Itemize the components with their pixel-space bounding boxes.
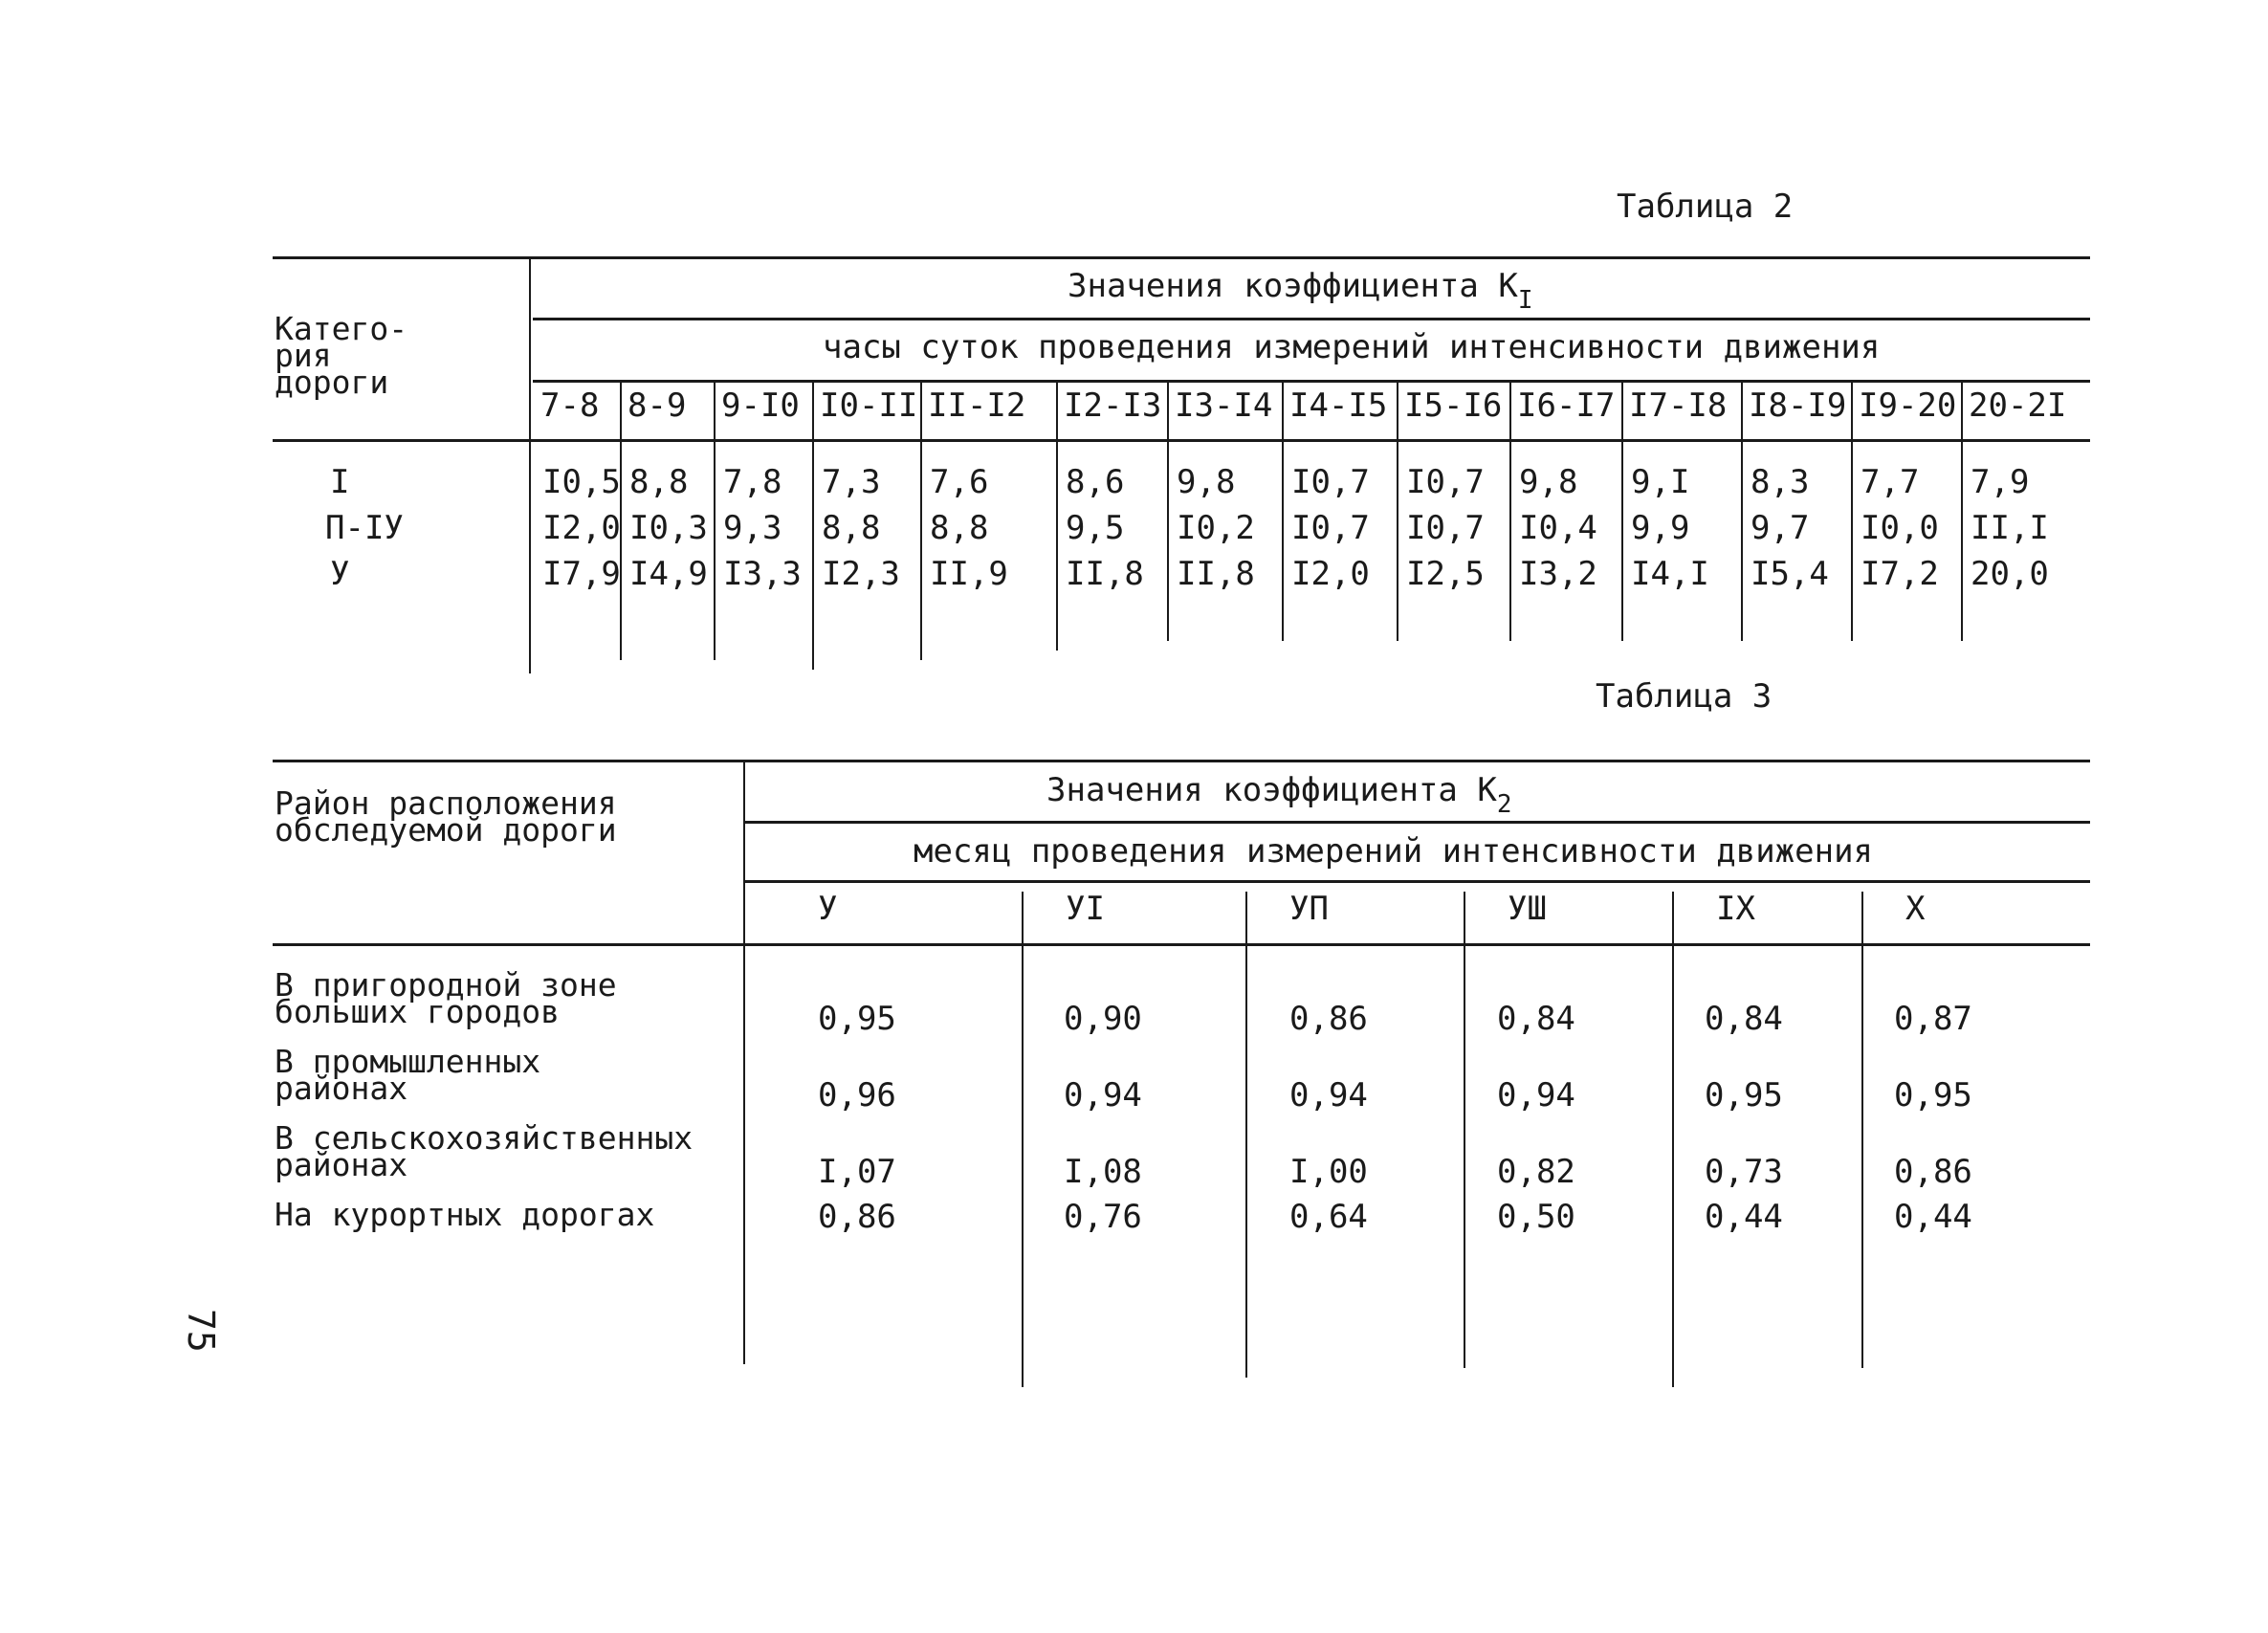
table2-cell: I3,3 xyxy=(723,555,802,593)
table2-cell: I2,5 xyxy=(1406,555,1485,593)
table2-cell: 8,8 xyxy=(822,509,881,547)
table3-cell: 0,86 xyxy=(818,1198,896,1236)
table2-cell: I0,7 xyxy=(1291,509,1370,547)
table2-cell: 7,7 xyxy=(1861,463,1920,501)
table2-header-category: Катего- рия дороги xyxy=(275,310,408,401)
table2-column-divider xyxy=(1397,383,1398,641)
table2-column-divider xyxy=(1056,383,1058,651)
table2-column-divider xyxy=(1621,383,1623,641)
table2-cell: I0,2 xyxy=(1177,509,1255,547)
table3-column-header: УШ xyxy=(1508,890,1547,928)
table2-column-divider xyxy=(1509,383,1511,641)
table2-column-header: 8-9 xyxy=(628,386,687,425)
table3-cell: 0,76 xyxy=(1064,1198,1142,1236)
table3-column-divider xyxy=(1861,892,1863,1368)
table3-cell: 0,86 xyxy=(1894,1153,1972,1191)
table2-column-divider xyxy=(1741,383,1743,641)
table3-row-region: В промышленных районах xyxy=(275,1043,541,1107)
table3-cell: 0,96 xyxy=(818,1076,896,1114)
table3-cell: 0,82 xyxy=(1497,1153,1575,1191)
table3-caption: Таблица 3 xyxy=(1596,677,1773,716)
table2-column-header: I7-I8 xyxy=(1629,386,1728,425)
table3-header-region: Район расположения обследуемой дороги xyxy=(275,784,617,849)
table2-cell: I5,4 xyxy=(1751,555,1829,593)
table2-column-divider xyxy=(1961,383,1963,641)
table2-cell: 7,9 xyxy=(1971,463,2030,501)
table2-cell: 9,I xyxy=(1631,463,1690,501)
table2-cell: 8,8 xyxy=(629,463,689,501)
table2-column-divider xyxy=(1851,383,1853,641)
table2-cell: 9,8 xyxy=(1519,463,1578,501)
table2-column-divider xyxy=(920,383,922,660)
table2-cell: 9,3 xyxy=(723,509,782,547)
table2-column-divider xyxy=(1167,383,1169,641)
table2-column-header: I9-20 xyxy=(1859,386,1957,425)
table3-row-region: В сельскохозяйственных районах xyxy=(275,1119,694,1183)
table2-cell: I0,0 xyxy=(1861,509,1939,547)
table3-cell: 0,73 xyxy=(1705,1153,1783,1191)
table2-column-divider xyxy=(1282,383,1284,641)
table3-cell: 0,44 xyxy=(1705,1198,1783,1236)
table2-column-header: 7-8 xyxy=(540,386,600,425)
table3-column-divider xyxy=(1672,892,1674,1387)
table2-column-header: I3-I4 xyxy=(1175,386,1273,425)
table2-cell: I4,9 xyxy=(629,555,708,593)
table3-column-divider xyxy=(1464,892,1465,1368)
table2-column-header: 9-I0 xyxy=(721,386,800,425)
table2-cell: I0,3 xyxy=(629,509,708,547)
table3-cell: I,07 xyxy=(818,1153,896,1191)
table2-cell: 9,8 xyxy=(1177,463,1236,501)
table2-row-category: У xyxy=(330,555,350,593)
table3-cell: 0,64 xyxy=(1289,1198,1368,1236)
table3-cell: 0,95 xyxy=(1894,1076,1972,1114)
table2-column-header: I5-I6 xyxy=(1404,386,1503,425)
table2-cell: I0,7 xyxy=(1406,509,1485,547)
table2-cell: I7,9 xyxy=(542,555,621,593)
table2-cell: 20,0 xyxy=(1971,555,2049,593)
table3-cell: 0,95 xyxy=(818,1000,896,1038)
table3-column-header: IX xyxy=(1716,890,1755,928)
table2-cell: II,I xyxy=(1971,509,2049,547)
table2-subtitle: часы суток проведения измерений интенсивности движения xyxy=(823,328,1881,366)
table3-title: Значения коэффициента $К_2$ xyxy=(1046,771,1512,819)
table2-cell: I7,2 xyxy=(1861,555,1939,593)
table3-row-region: В пригородной зоне больших городов xyxy=(275,966,617,1030)
table3-cell: I,00 xyxy=(1289,1153,1368,1191)
table2-cell: 7,3 xyxy=(822,463,881,501)
table3-cell: 0,44 xyxy=(1894,1198,1972,1236)
table3-cell: 0,84 xyxy=(1705,1000,1783,1038)
table2-cell: II,8 xyxy=(1177,555,1255,593)
table3-cell: 0,95 xyxy=(1705,1076,1783,1114)
table2-cell: 7,6 xyxy=(930,463,989,501)
table2-cell: I4,I xyxy=(1631,555,1709,593)
table3-column-header: УI xyxy=(1066,890,1105,928)
table3-column-header: У xyxy=(818,890,838,928)
table2-cell: 9,9 xyxy=(1631,509,1690,547)
table3-cell: 0,94 xyxy=(1497,1076,1575,1114)
table2-cell: I0,7 xyxy=(1406,463,1485,501)
table2-cell: I2,0 xyxy=(1291,555,1370,593)
table2-column-divider xyxy=(714,383,716,660)
table2-cell: 8,3 xyxy=(1751,463,1810,501)
table2-cell: II,8 xyxy=(1066,555,1144,593)
table3-column-divider xyxy=(1245,892,1247,1378)
table2-cell: I0,4 xyxy=(1519,509,1597,547)
table2-cell: I2,0 xyxy=(542,509,621,547)
table2-column-header: I6-I7 xyxy=(1517,386,1616,425)
table3-column-divider xyxy=(1022,892,1024,1387)
table3-cell: 0,50 xyxy=(1497,1198,1575,1236)
table2-column-header: I0-II xyxy=(820,386,918,425)
table2-title: Значения коэффициента $К_I$ xyxy=(1068,267,1533,315)
table2-caption: Таблица 2 xyxy=(1617,188,1794,226)
table3-cell: 0,94 xyxy=(1064,1076,1142,1114)
table3-cell: 0,90 xyxy=(1064,1000,1142,1038)
table2-column-header: 20-2I xyxy=(1969,386,2067,425)
table2-column-divider xyxy=(812,383,814,670)
table3-cell: 0,94 xyxy=(1289,1076,1368,1114)
table3-cell: I,08 xyxy=(1064,1153,1142,1191)
table3-cell: 0,84 xyxy=(1497,1000,1575,1038)
table3-subtitle: месяц проведения измерений интенсивности движения xyxy=(914,832,1874,871)
table3-cell: 0,87 xyxy=(1894,1000,1972,1038)
table2-cell: 7,8 xyxy=(723,463,782,501)
table2-cell: I0,5 xyxy=(542,463,621,501)
table2-column-header: I2-I3 xyxy=(1064,386,1162,425)
table2-cell: 8,6 xyxy=(1066,463,1125,501)
table2-cell: I3,2 xyxy=(1519,555,1597,593)
table2-column-header: II-I2 xyxy=(928,386,1026,425)
table2-row-category: П-IУ xyxy=(325,509,404,547)
table2-cell: I0,7 xyxy=(1291,463,1370,501)
table3-column-header: X xyxy=(1905,890,1926,928)
table2-cell: I2,3 xyxy=(822,555,900,593)
table3-cell: 0,86 xyxy=(1289,1000,1368,1038)
table3-column-header: УП xyxy=(1289,890,1329,928)
table3-row-region: На курортных дорогах xyxy=(275,1196,655,1233)
table2-cell: 8,8 xyxy=(930,509,989,547)
table2-row-category: I xyxy=(330,463,350,501)
table2-cell: 9,5 xyxy=(1066,509,1125,547)
page-number: 75 xyxy=(180,1309,222,1353)
table2-column-header: I4-I5 xyxy=(1289,386,1388,425)
table2-column-header: I8-I9 xyxy=(1749,386,1847,425)
table2-cell: II,9 xyxy=(930,555,1008,593)
table2-cell: 9,7 xyxy=(1751,509,1810,547)
